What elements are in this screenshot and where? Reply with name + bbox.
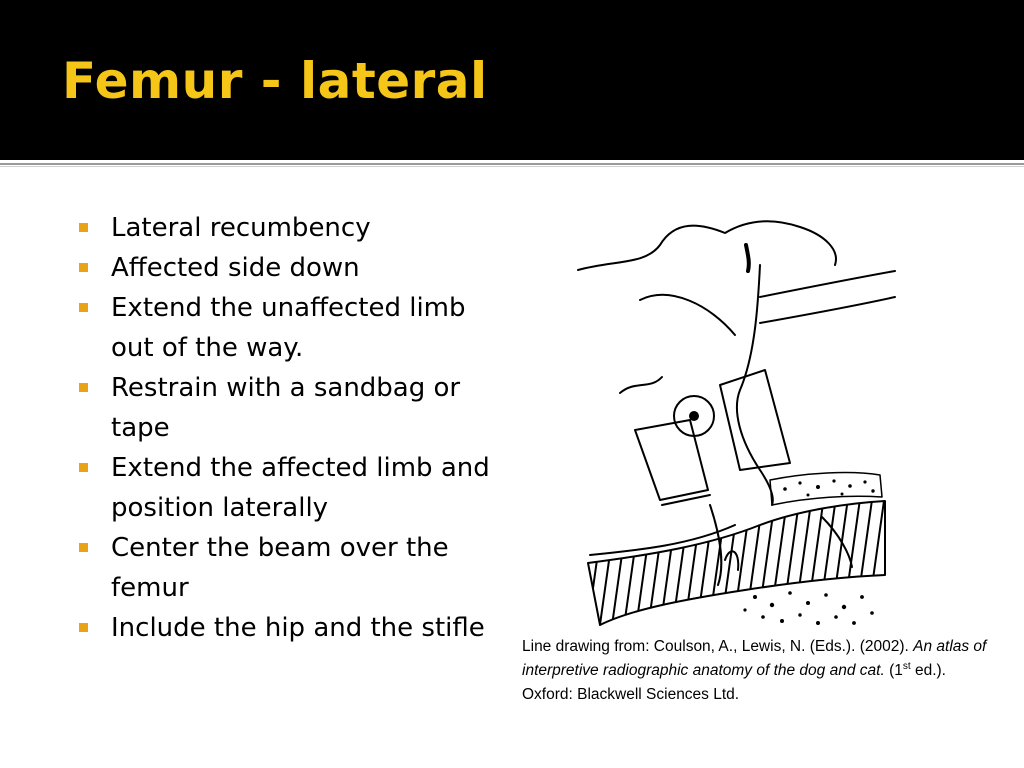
bullet-item bbox=[74, 248, 514, 288]
hatched-table bbox=[588, 501, 885, 625]
caption-book-title: An atlas of interpretive radiographic anatomy of the dog and cat. bbox=[522, 638, 987, 679]
bullet-item bbox=[74, 528, 514, 608]
body-outline bbox=[578, 221, 836, 270]
square-bullet-icon bbox=[79, 383, 88, 392]
caption-publisher: ed.). Oxford: Blackwell Sciences Ltd. bbox=[522, 662, 946, 703]
positioning-line-drawing bbox=[560, 205, 900, 630]
caption-superscript: st bbox=[902, 660, 911, 672]
femur-outline bbox=[635, 420, 708, 500]
caption-edition-open: (1 bbox=[884, 662, 903, 679]
bullet-text: Center the beam over the femur bbox=[111, 533, 449, 603]
figure-caption bbox=[522, 635, 992, 707]
bullet-item bbox=[74, 448, 514, 528]
square-bullet-icon bbox=[79, 263, 88, 272]
bullet-list bbox=[74, 208, 514, 648]
bullet-item bbox=[74, 208, 514, 248]
bullet-text: Restrain with a sandbag or tape bbox=[111, 373, 461, 443]
bullet-text: Extend the affected limb and position laterally bbox=[111, 453, 490, 523]
caption-citation: Line drawing from: Coulson, A., Lewis, N. (Eds.). (2002). bbox=[522, 638, 914, 655]
square-bullet-icon bbox=[79, 303, 88, 312]
square-bullet-icon bbox=[79, 543, 88, 552]
bullet-item bbox=[74, 608, 514, 648]
bullet-text: Lateral recumbency bbox=[111, 213, 371, 243]
title-divider bbox=[0, 163, 1024, 165]
slide-title: Femur - lateral bbox=[62, 52, 488, 110]
title-bar bbox=[0, 0, 1024, 160]
bullet-text: Extend the unaffected limb out of the way. bbox=[111, 293, 466, 363]
square-bullet-icon bbox=[79, 463, 88, 472]
square-bullet-icon bbox=[79, 223, 88, 232]
bullet-item bbox=[74, 288, 514, 368]
bullet-item bbox=[74, 368, 514, 448]
square-bullet-icon bbox=[79, 623, 88, 632]
title-divider-shadow bbox=[0, 166, 1024, 167]
bullet-text: Affected side down bbox=[111, 253, 360, 283]
bullet-text: Include the hip and the stifle bbox=[111, 613, 485, 643]
